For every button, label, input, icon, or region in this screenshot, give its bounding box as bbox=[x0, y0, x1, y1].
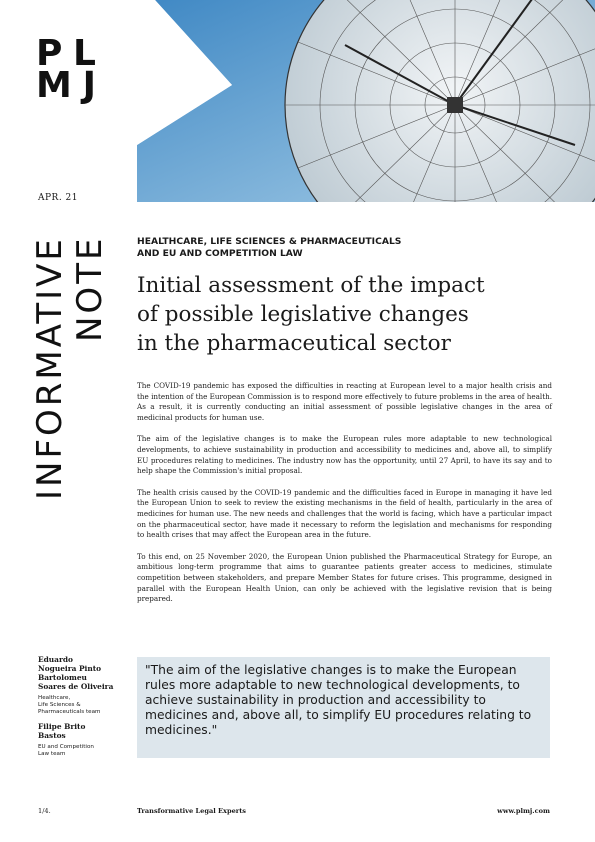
paragraph: The COVID-19 pandemic has exposed the difficulties in reacting at European level to a major health crisis and the intention of the European Commission is to respond more effectively to future problems in the area of health. As a result, it is currently conducting an initial assessment of possible legislative changes in the area of medicinal products for human use. bbox=[137, 381, 552, 422]
practice-area-line: AND EU AND COMPETITION LAW bbox=[137, 248, 303, 259]
plmj-logo bbox=[36, 33, 98, 106]
logo-letter: J bbox=[82, 65, 98, 106]
publication-date: APR. 21 bbox=[38, 193, 79, 203]
author-team bbox=[38, 744, 130, 758]
footer-tagline: Transformative Legal Experts bbox=[137, 807, 247, 815]
author-name-line: Bartolomeu bbox=[38, 673, 87, 682]
author-name-line: Eduardo bbox=[38, 655, 73, 664]
team-line: Healthcare, bbox=[38, 695, 71, 701]
satellite-dish-image bbox=[137, 0, 595, 202]
logo-letter: L bbox=[73, 33, 98, 74]
page-number: 1/4. bbox=[38, 807, 51, 815]
practice-area-heading bbox=[137, 236, 401, 260]
footer-website-link[interactable]: www.plmj.com bbox=[497, 807, 550, 815]
pull-quote: "The aim of the legislative changes is to make the European rules more adaptable to new technological developments, to achieve sustainability in production and accessibility to medicines and, above all, to simplify EU procedures relating to medicines." bbox=[137, 657, 550, 758]
team-line: Life Sciences & bbox=[38, 702, 81, 708]
practice-area-line: HEALTHCARE, LIFE SCIENCES & PHARMACEUTICALS bbox=[137, 236, 402, 247]
team-line: Law team bbox=[38, 751, 66, 757]
logo-letter: P bbox=[36, 33, 65, 74]
title-line: of possible legislative changes bbox=[137, 302, 469, 327]
author-name-line: Bastos bbox=[38, 731, 66, 740]
document-title bbox=[137, 271, 557, 358]
vertical-title-line1: INFORMATIVE bbox=[30, 236, 70, 500]
paragraph: To this end, on 25 November 2020, the European Union published the Pharmaceutical Strategy for Europe, an ambitious long-term programme that aims to guarantee patients greater access to medicines, stimulate competition between stakeholders, and prepare Member States for future crises. This programme, designed in parallel with the European Health Union, can only be achieved with the legislative revision that is being prepared. bbox=[137, 551, 552, 604]
paragraph: The health crisis caused by the COVID-19 pandemic and the difficulties faced in Europe in managing it have led the European Union to seek to review the existing mechanisms in the field of health, particularly in the area of medicines for human use. The new needs and challenges that the world is facing, which have a particular impact on the pharmaceutical sector, have made it necessary to reform the legislation and mechanisms for responding to health crises that may affect the European area in the future. bbox=[137, 487, 552, 540]
vertical-title bbox=[30, 232, 110, 502]
paragraph: The aim of the legislative changes is to make the European rules more adaptable to new technological developments, to achieve sustainability in production and accessibility to medicines and, above all, to simplify EU procedures relating to medicines. The industry now has the opportunity, until 27 April, to have its say and to help shape the Commission's initial proposal. bbox=[137, 434, 552, 476]
title-line: in the pharmaceutical sector bbox=[137, 331, 451, 356]
vertical-title-line2: NOTE bbox=[70, 235, 110, 342]
logo-letter: M bbox=[36, 65, 74, 106]
author-name-line: Soares de Oliveira bbox=[38, 682, 114, 691]
authors-list bbox=[38, 655, 130, 764]
author-name-line: Filipe Brito bbox=[38, 722, 86, 731]
body-text bbox=[137, 381, 552, 616]
author-team bbox=[38, 695, 130, 716]
title-line: Initial assessment of the impact bbox=[137, 273, 485, 298]
team-line: Pharmaceuticals team bbox=[38, 709, 101, 715]
author-name-line: Nogueira Pinto bbox=[38, 664, 102, 673]
team-line: EU and Competition bbox=[38, 744, 94, 750]
